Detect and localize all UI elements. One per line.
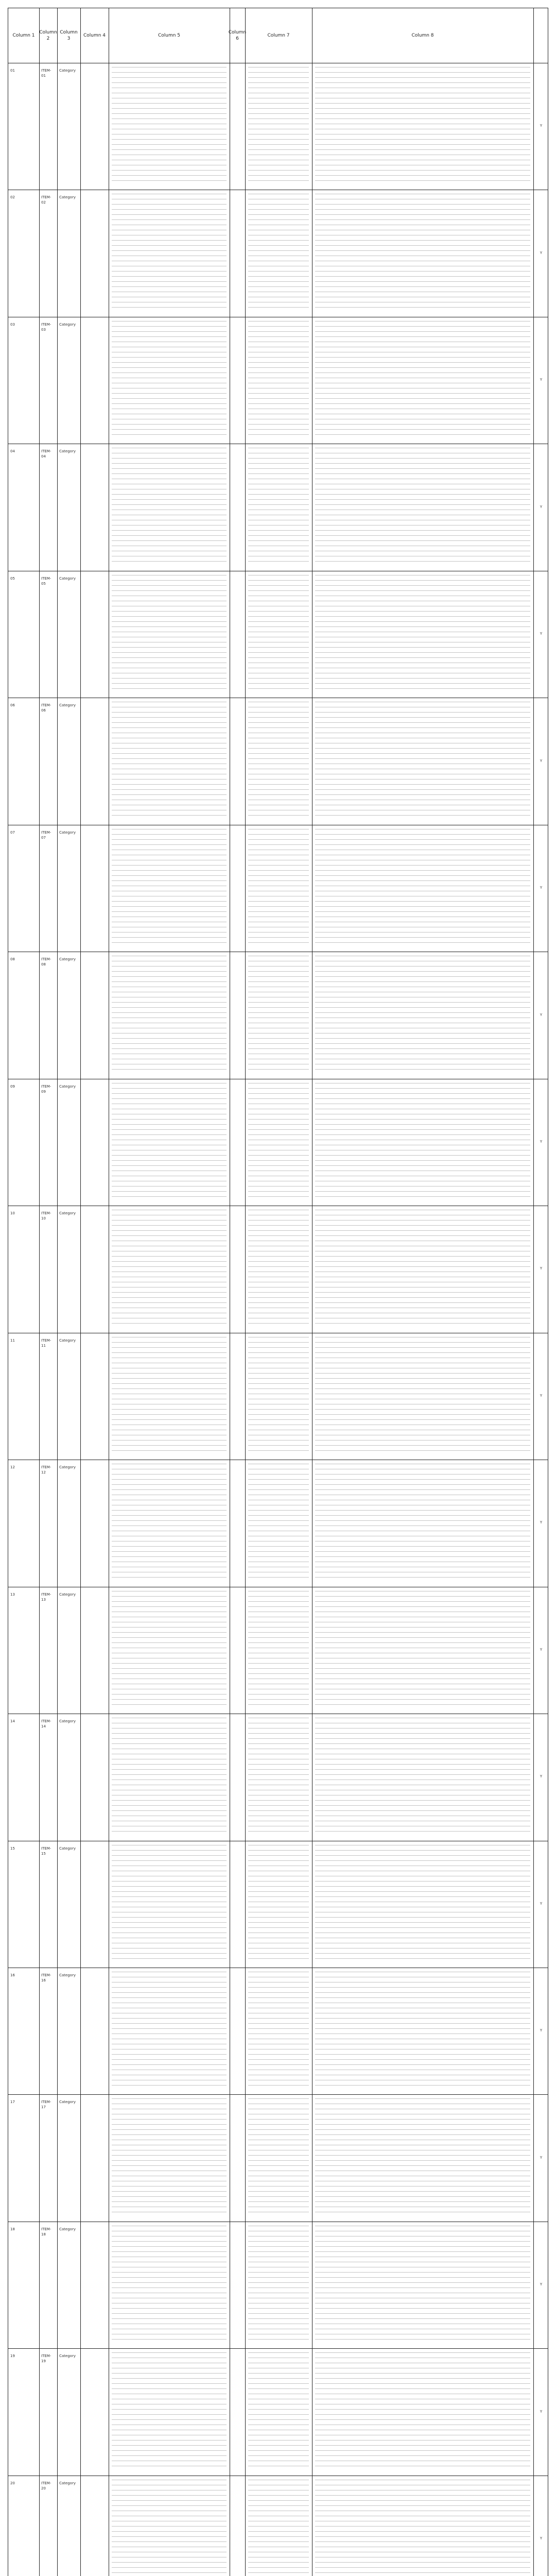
text-lines [248, 1718, 309, 1836]
table-row-detail [248, 2226, 309, 2344]
table-header-cell: Column 2 [39, 30, 57, 41]
text-lines [248, 829, 309, 947]
table-row-mark: Y [540, 1902, 543, 1906]
text-lines [112, 575, 227, 693]
table-row-notes [315, 1210, 530, 1328]
table-row-notes [315, 1718, 530, 1836]
table-header-cell: Column 1 [12, 33, 35, 38]
table-row-notes [315, 321, 530, 439]
table-row-id: 14 [10, 1719, 15, 1723]
table-row-notes [315, 448, 530, 566]
table-column-divider [57, 8, 58, 2576]
table-row-id: 20 [10, 2481, 15, 2485]
table-row-detail [248, 2352, 309, 2471]
table-header-cell: Column 8 [411, 33, 434, 38]
table-row-category: Category [59, 1846, 76, 1851]
table-row-detail [248, 1210, 309, 1328]
table-row-mark: Y [540, 886, 543, 890]
table-row-description [112, 1083, 227, 1201]
table-row-mark: Y [540, 251, 543, 255]
table-row-mark: Y [540, 759, 543, 763]
table-row-notes [315, 1464, 530, 1582]
table-row-id: 03 [10, 323, 15, 327]
table-row-category: Category [59, 957, 76, 961]
table-row-mark: Y [540, 2282, 543, 2286]
text-lines [112, 1337, 227, 1455]
table-row-id: 17 [10, 2100, 15, 2104]
table-row-notes [315, 194, 530, 312]
text-lines [112, 702, 227, 820]
table-row-category: Category [59, 577, 76, 581]
text-lines [112, 1718, 227, 1836]
text-lines [112, 67, 227, 185]
table-row-code: ITEM-06 [41, 703, 51, 713]
text-lines [248, 702, 309, 820]
text-lines [248, 2226, 309, 2344]
table-row-notes [315, 1845, 530, 1963]
table-row-id: 08 [10, 957, 15, 961]
text-lines [248, 575, 309, 693]
table-row-code: ITEM-12 [41, 1465, 51, 1475]
table-row-detail [248, 575, 309, 693]
table-row-detail [248, 194, 309, 312]
table-row-code: ITEM-03 [41, 323, 51, 332]
table-column-divider [245, 8, 246, 2576]
table-row-divider [8, 2348, 548, 2349]
table-header-cell: Column 7 [267, 33, 290, 38]
table-row-id: 12 [10, 1465, 15, 1469]
text-lines [112, 1464, 227, 1582]
table-row-notes [315, 829, 530, 947]
table-row-detail [248, 321, 309, 439]
text-lines [315, 2226, 530, 2344]
table-row-notes [315, 2098, 530, 2217]
text-lines [112, 448, 227, 566]
table-row-notes [315, 2352, 530, 2471]
table-row-category: Category [59, 1973, 76, 1977]
text-lines [315, 2098, 530, 2217]
text-lines [248, 1464, 309, 1582]
table-row-description [112, 1845, 227, 1963]
table-header-cell: Column 3 [60, 30, 78, 41]
text-lines [112, 321, 227, 439]
table-row-category: Category [59, 2100, 76, 2104]
table-row-category: Category [59, 323, 76, 327]
table-row-mark: Y [540, 1140, 543, 1144]
table-row-mark: Y [540, 124, 543, 128]
text-lines [112, 2098, 227, 2217]
table-row-id: 13 [10, 1592, 15, 1597]
table-row-category: Category [59, 2354, 76, 2358]
text-lines [112, 829, 227, 947]
text-lines [315, 1464, 530, 1582]
text-lines [315, 956, 530, 1074]
text-lines [112, 2352, 227, 2471]
table-row-divider [8, 2094, 548, 2095]
table-row-detail [248, 1972, 309, 2090]
table-row-id: 15 [10, 1846, 15, 1851]
text-lines [248, 67, 309, 185]
table-row-mark: Y [540, 632, 543, 636]
table-row-detail [248, 2098, 309, 2217]
table-row-description [112, 829, 227, 947]
text-lines [248, 448, 309, 566]
table-row-category: Category [59, 2481, 76, 2485]
table-row-id: 09 [10, 1084, 15, 1089]
text-lines [315, 321, 530, 439]
table-row-description [112, 2352, 227, 2471]
table-row-description [112, 702, 227, 820]
table-row-category: Category [59, 1719, 76, 1723]
table-row-notes [315, 575, 530, 693]
text-lines [315, 2480, 530, 2576]
table-header-cell: Column 4 [83, 33, 106, 38]
table-row-code: ITEM-13 [41, 1592, 51, 1602]
table-row-description [112, 1210, 227, 1328]
table-header-cell: Column 5 [158, 33, 181, 38]
text-lines [315, 1083, 530, 1201]
table-row-category: Category [59, 69, 76, 73]
table-row-description [112, 2480, 227, 2576]
table-row-category: Category [59, 831, 76, 835]
table-row-category: Category [59, 195, 76, 199]
table-row-description [112, 1972, 227, 2090]
text-lines [112, 194, 227, 312]
text-lines [315, 702, 530, 820]
table-row-code: ITEM-10 [41, 1211, 51, 1221]
table-row-detail [248, 1718, 309, 1836]
table-row-id: 11 [10, 1338, 15, 1343]
table-row-id: 18 [10, 2227, 15, 2231]
table-row-notes [315, 1972, 530, 2090]
table-row-category: Category [59, 1084, 76, 1089]
table-row-code: ITEM-11 [41, 1338, 51, 1348]
table-row-code: ITEM-07 [41, 831, 51, 840]
text-lines [248, 956, 309, 1074]
table-row-code: ITEM-08 [41, 957, 51, 967]
table-row-notes [315, 2480, 530, 2576]
text-lines [248, 2480, 309, 2576]
text-lines [112, 1210, 227, 1328]
table-row-detail [248, 1591, 309, 1709]
text-lines [315, 1718, 530, 1836]
table-row-notes [315, 1337, 530, 1455]
table-row-mark: Y [540, 2410, 543, 2414]
table-row-notes [315, 2226, 530, 2344]
table-row-description [112, 956, 227, 1074]
text-lines [315, 1972, 530, 2090]
text-lines [248, 1591, 309, 1709]
table-row-description [112, 1718, 227, 1836]
text-lines [112, 1083, 227, 1201]
table-row-category: Category [59, 703, 76, 707]
text-lines [248, 1083, 309, 1201]
table-row-code: ITEM-14 [41, 1719, 51, 1728]
table-row-description [112, 448, 227, 566]
table-row-description [112, 194, 227, 312]
text-lines [248, 1845, 309, 1963]
table-row-code: ITEM-09 [41, 1084, 51, 1094]
table-row-code: ITEM-16 [41, 1973, 51, 1982]
text-lines [112, 1591, 227, 1709]
table-row-detail [248, 1845, 309, 1963]
table-row-detail [248, 1464, 309, 1582]
text-lines [315, 1337, 530, 1455]
table-row-id: 10 [10, 1211, 15, 1215]
table-row-notes [315, 702, 530, 820]
table-row-description [112, 67, 227, 185]
table-row-id: 05 [10, 577, 15, 581]
table-row-id: 02 [10, 195, 15, 199]
table-row-id: 19 [10, 2354, 15, 2358]
table-row-id: 04 [10, 449, 15, 453]
table-row-mark: Y [540, 2028, 543, 2032]
table-row-mark: Y [540, 2536, 543, 2540]
text-lines [315, 448, 530, 566]
table-row-mark: Y [540, 505, 543, 509]
table-column-divider [39, 8, 40, 2576]
table-row-notes [315, 1083, 530, 1201]
table-row-description [112, 1337, 227, 1455]
table-row-description [112, 1464, 227, 1582]
text-lines [248, 1337, 309, 1455]
table-row-detail [248, 829, 309, 947]
table-row-code: ITEM-05 [41, 577, 51, 586]
table-row-mark: Y [540, 1520, 543, 1524]
table-header-cell: Column 6 [228, 30, 247, 41]
table-row-id: 16 [10, 1973, 15, 1977]
table-row-mark: Y [540, 1774, 543, 1778]
text-lines [315, 1210, 530, 1328]
table-row-detail [248, 448, 309, 566]
table-row-id: 01 [10, 69, 15, 73]
table-row-description [112, 2226, 227, 2344]
table-column-divider [80, 8, 81, 2576]
table-row-code: ITEM-18 [41, 2227, 51, 2236]
text-lines [248, 1972, 309, 2090]
table-row-id: 07 [10, 831, 15, 835]
text-lines [315, 194, 530, 312]
table-row-detail [248, 956, 309, 1074]
text-lines [112, 956, 227, 1074]
table-row-description [112, 2098, 227, 2217]
table-row-detail [248, 67, 309, 185]
table-row-detail [248, 2480, 309, 2576]
text-lines [248, 194, 309, 312]
table-row-code: ITEM-19 [41, 2354, 51, 2363]
table-row-mark: Y [540, 1266, 543, 1270]
table-row-mark: Y [540, 378, 543, 382]
text-lines [248, 2352, 309, 2471]
text-lines [315, 829, 530, 947]
table-row-code: ITEM-01 [41, 69, 51, 78]
table-row-detail [248, 1337, 309, 1455]
table-row-mark: Y [540, 1394, 543, 1398]
table-row-code: ITEM-02 [41, 195, 51, 205]
table-row-description [112, 321, 227, 439]
table-row-category: Category [59, 2227, 76, 2231]
table-row-detail [248, 702, 309, 820]
text-lines [315, 2352, 530, 2471]
text-lines [112, 1845, 227, 1963]
document-table [8, 8, 548, 2576]
table-row-id: 06 [10, 703, 15, 707]
table-row-category: Category [59, 1338, 76, 1343]
text-lines [315, 1591, 530, 1709]
text-lines [315, 575, 530, 693]
table-row-category: Category [59, 449, 76, 453]
text-lines [248, 2098, 309, 2217]
table-column-divider [533, 8, 534, 2576]
text-lines [112, 2480, 227, 2576]
table-row-code: ITEM-17 [41, 2100, 51, 2109]
table-row-category: Category [59, 1211, 76, 1215]
text-lines [112, 1972, 227, 2090]
table-row-code: ITEM-15 [41, 1846, 51, 1856]
table-row-detail [248, 1083, 309, 1201]
table-row-category: Category [59, 1465, 76, 1469]
table-row-code: ITEM-20 [41, 2481, 51, 2490]
table-row-notes [315, 1591, 530, 1709]
table-row-mark: Y [540, 1013, 543, 1017]
table-row-notes [315, 67, 530, 185]
table-row-mark: Y [540, 1648, 543, 1652]
table-row-mark: Y [540, 2156, 543, 2160]
table-row-description [112, 575, 227, 693]
text-lines [315, 67, 530, 185]
table-row-description [112, 1591, 227, 1709]
text-lines [248, 321, 309, 439]
table-row-category: Category [59, 1592, 76, 1597]
text-lines [112, 2226, 227, 2344]
table-row-notes [315, 956, 530, 1074]
text-lines [248, 1210, 309, 1328]
table-row-code: ITEM-04 [41, 449, 51, 459]
text-lines [315, 1845, 530, 1963]
